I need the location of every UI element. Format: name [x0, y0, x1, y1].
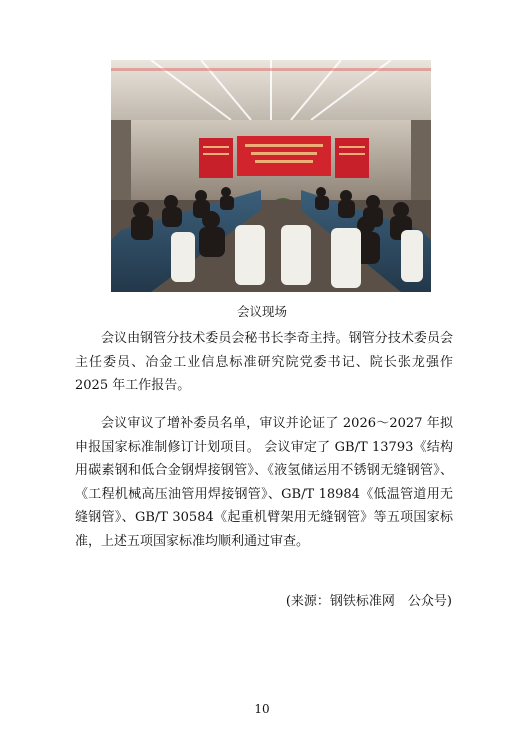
- meeting-scene-image: [111, 60, 431, 292]
- figure-caption: 会议现场: [236, 304, 287, 319]
- source-attribution: (来源：钢铁标准网 公众号): [285, 594, 452, 609]
- meeting-photo: [111, 60, 431, 292]
- paragraph-1: 会议由钢管分技术委员会秘书长李奇主持。钢管分技术委员会主任委员、冶金工业信息标准研究院党委书记、院长张龙强作 2025 年工作报告。: [75, 331, 453, 393]
- paragraph-2: 会议审议了增补委员名单，审议并论证了 2026～2027 年拟申报国家标准制修订计划项目。 会议审定了 GB/T 13793《结构用碳素钢和低合金钢焊接钢管》、《液氢储运用不锈钢无缝钢管》、《工程机械高压油管用焊接钢管》、GB/T 18984《低温管道用无缝钢管》、GB/T 30584《起重机臂架用无缝钢管》等五项国家标准，上述五项国家标准均顺利通过审查。: [75, 416, 453, 549]
- page-number: 10: [254, 702, 270, 716]
